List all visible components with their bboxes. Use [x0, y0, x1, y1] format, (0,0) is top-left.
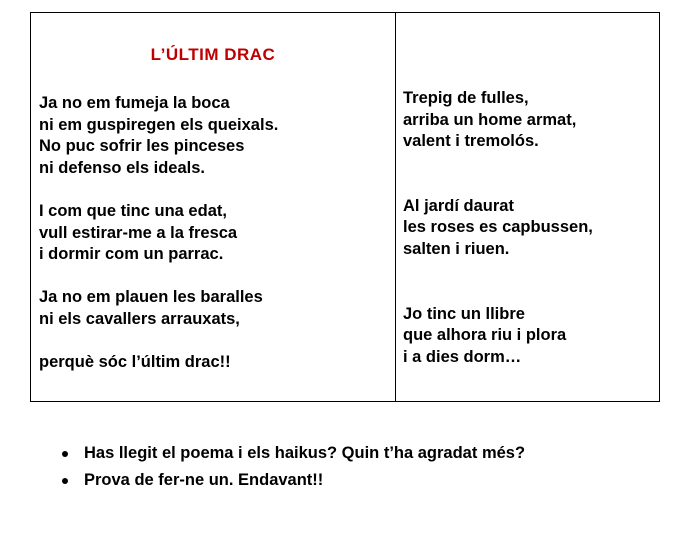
- haiku-line: i a dies dorm…: [403, 347, 522, 366]
- haiku-line: que alhora riu i plora: [403, 326, 567, 345]
- poem-table: [30, 12, 660, 402]
- stanza-1: [39, 93, 389, 179]
- list-item: [62, 467, 525, 494]
- poem-title: L’ÚLTIM DRAC: [150, 45, 276, 64]
- poem-column: [39, 93, 389, 374]
- poem-line: I com que tinc una edat,: [39, 201, 227, 220]
- question-text: Has llegit el poema i els haikus? Quin t’ha agradat més?: [84, 444, 526, 462]
- poem-line: perquè sóc l’últim drac!!: [39, 353, 231, 372]
- poem-line: ni em guspiregen els queixals.: [39, 115, 279, 134]
- stanza-2: [39, 201, 389, 266]
- poem-line: Ja no em fumeja la boca: [39, 94, 230, 112]
- haiku-line: valent i tremolós.: [403, 132, 539, 151]
- haiku-2: [403, 196, 658, 261]
- haiku-line: Jo tinc un llibre: [403, 304, 525, 323]
- question-list: [62, 440, 525, 494]
- stanza-3: [39, 287, 389, 330]
- haiku-line: les roses es capbussen,: [403, 218, 593, 237]
- haiku-line: Al jardí daurat: [403, 196, 514, 215]
- bullet-icon: [62, 478, 68, 484]
- poem-line: No puc sofrir les pinceses: [39, 137, 245, 156]
- bullet-icon: [62, 451, 68, 457]
- stanza-4: [39, 352, 389, 374]
- haikus-column: [403, 88, 658, 368]
- poem-line: ni defenso els ideals.: [39, 158, 205, 177]
- haiku-line: salten i riuen.: [403, 239, 510, 258]
- haiku-1: [403, 88, 658, 153]
- poem-line: ni els cavallers arrauxats,: [39, 309, 240, 328]
- poem-line: Ja no em plauen les baralles: [39, 288, 263, 307]
- haiku-3: [403, 304, 658, 369]
- haiku-line: arriba un home armat,: [403, 110, 577, 129]
- poem-line: vull estirar-me a la fresca: [39, 223, 238, 242]
- haiku-line: Trepig de fulles,: [403, 89, 529, 107]
- poem-line: i dormir com un parrac.: [39, 245, 224, 264]
- question-text: Prova de fer-ne un. Endavant!!: [84, 471, 324, 489]
- list-item: [62, 440, 525, 467]
- column-divider: [395, 13, 396, 401]
